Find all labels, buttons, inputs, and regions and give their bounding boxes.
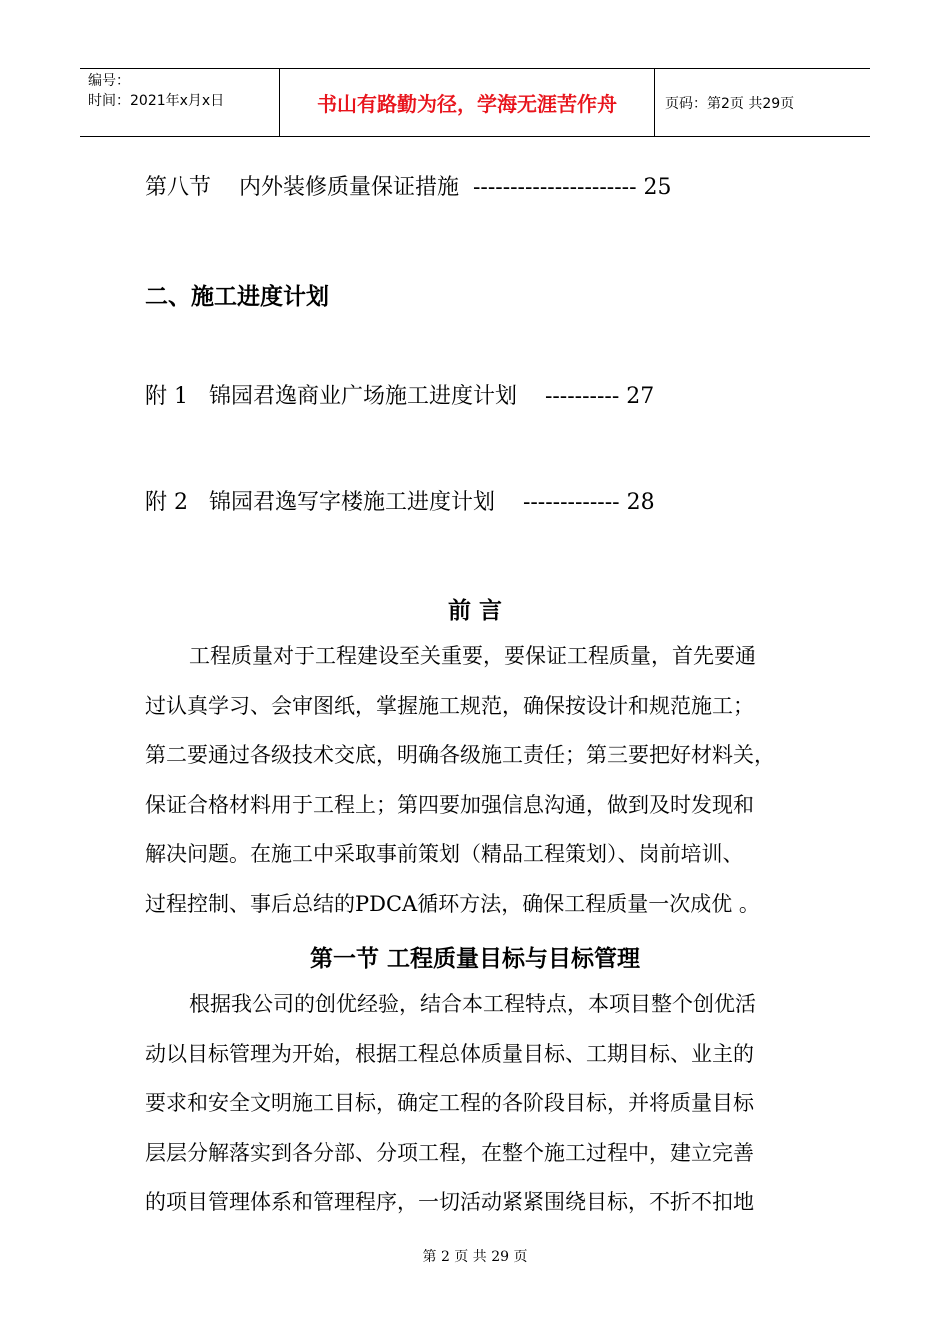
preface-line: 工程质量对于工程建设至关重要，要保证工程质量，首先要通 xyxy=(189,644,756,668)
section-1-title: 第一节 工程质量目标与目标管理 xyxy=(309,946,640,972)
date-label: 时间：2021年x月x日 xyxy=(88,93,225,109)
toc-item-section-8: 第八节 内外装修质量保证措施 ---------------------- 25 xyxy=(145,175,672,200)
section-1-line: 要求和安全文明施工目标，确定工程的各阶段目标，并将质量目标 xyxy=(145,1091,754,1116)
section-1-line: 的项目管理体系和管理程序，一切活动紧紧围绕目标，不折不扣地 xyxy=(145,1190,754,1215)
preface-line: 保证合格材料用于工程上；第四要加强信息沟通，做到及时发现和 xyxy=(145,792,754,817)
header-page-info: 页码：第2页 共29页 xyxy=(665,95,795,112)
preface-line: 第二要通过各级技术交底，明确各级施工责任；第三要把好材料关， xyxy=(145,743,775,768)
section-1-line: 根据我公司的创优经验，结合本工程特点，本项目整个创优活 xyxy=(189,992,756,1016)
toc-appendix-1: 附 1 锦园君逸商业广场施工进度计划 ---------- 27 xyxy=(145,384,655,409)
header-meta xyxy=(80,69,280,136)
preface-title: 前 言 xyxy=(447,598,502,624)
preface-line: 解决问题。在施工中采取事前策划（精品工程策划）、岗前培训、 xyxy=(145,842,744,867)
section-1-line: 层层分解落实到各分部、分项工程，在整个施工过程中，建立完善 xyxy=(145,1140,754,1165)
page-header xyxy=(80,68,870,137)
page-footer: 第 2 页 共 29 页 xyxy=(422,1249,528,1265)
preface-line: 过认真学习、会审图纸，掌握施工规范，确保按设计和规范施工； xyxy=(145,693,754,718)
toc-appendix-2: 附 2 锦园君逸写字楼施工进度计划 ------------- 28 xyxy=(145,490,655,515)
preface-line: 过程控制、事后总结的PDCA循环方法，确保工程质量一次成优 。 xyxy=(145,891,760,916)
section-1-line: 动以目标管理为开始，根据工程总体质量目标、工期目标、业主的 xyxy=(145,1041,754,1066)
preface-paragraph xyxy=(145,632,825,930)
toc-section-2-title: 二、施工进度计划 xyxy=(145,284,329,310)
doc-number-label: 编号： xyxy=(88,73,130,89)
section-1-paragraph xyxy=(145,980,825,1228)
header-motto: 书山有路勤为径，学海无涯苦作舟 xyxy=(280,69,655,136)
